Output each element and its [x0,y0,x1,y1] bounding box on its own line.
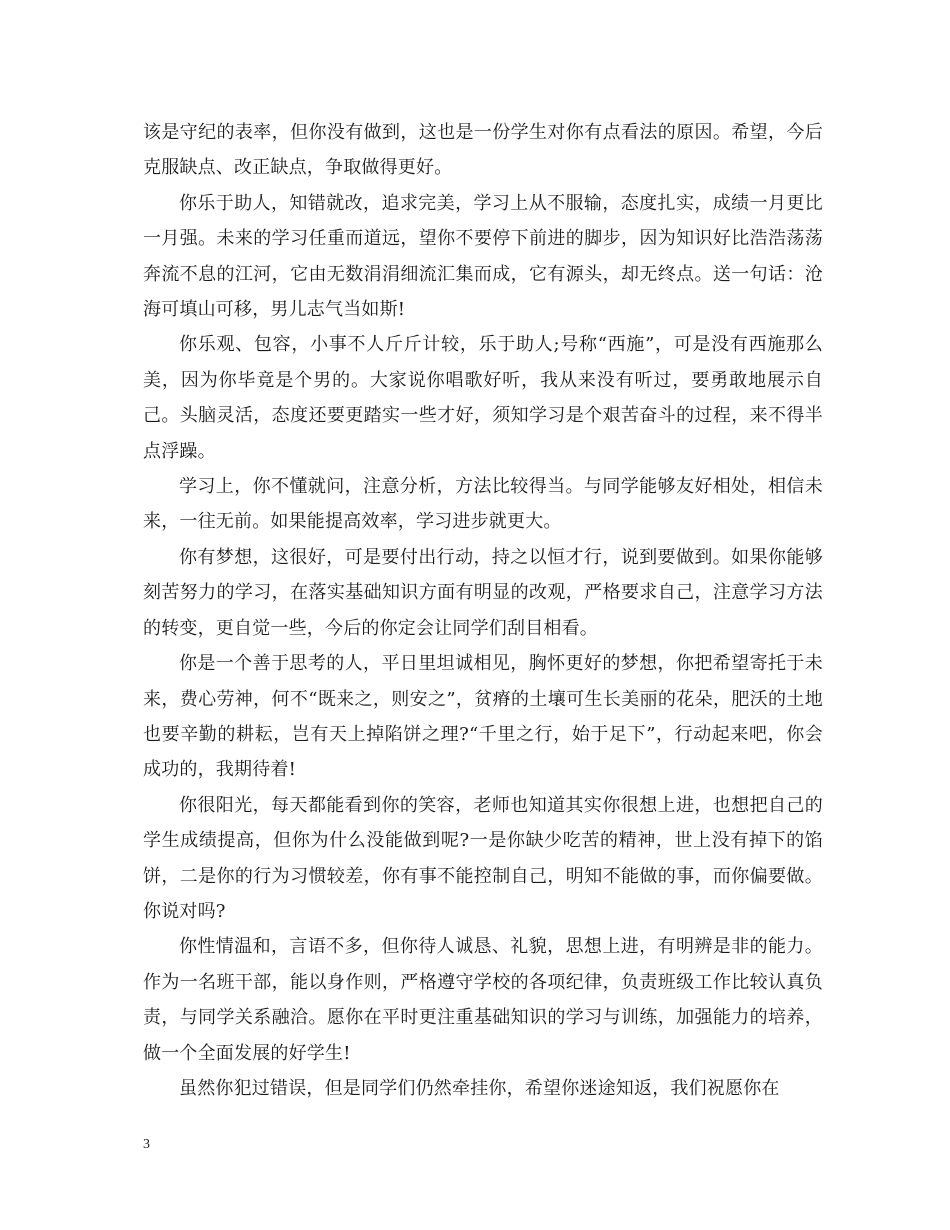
paragraph-8: 你性情温和，言语不多，但你待人诚恳、礼貌，思想上进，有明辨是非的能力。作为一名班干部，能以身作则，严格遵守学校的各项纪律，负责班级工作比较认真负责，与同学关系融洽。愿你在平时更注重基础知识的学习与训练，加强能力的培养，做一个全面发展的好学生! [143,936,823,1064]
document-body [143,115,823,1106]
paragraph-2: 你乐于助人，知错就改，追求完美，学习上从不服输，态度扎实，成绩一月更比一月强。未来的学习任重而道远，望你不要停下前进的脚步，因为知识好比浩浩荡荡奔流不息的江河，它由无数涓涓细流汇集而成，它有源头，却无终点。送一句话：沧海可填山可移，男儿志气当如斯! [143,192,823,321]
page-number: 3 [143,1137,150,1152]
paragraph-5: 你有梦想，这很好，可是要付出行动，持之以恒才行，说到要做到。如果你能够刻苦努力的学习，在落实基础知识方面有明显的改观，严格要求自己，注意学习方法的转变，更自觉一些，今后的你定会让同学们刮目相看。 [143,546,823,639]
paragraph-9: 虽然你犯过错误，但是同学们仍然牵挂你，希望你迷途知返，我们祝愿你在 [179,1077,780,1099]
paragraph-1: 该是守纪的表率，但你没有做到，这也是一份学生对你有点看法的原因。希望，今后克服缺点、改正缺点，争取做得更好。 [143,122,823,179]
paragraph-4: 学习上，你不懂就问，注意分析，方法比较得当。与同学能够友好相处，相信未来，一往无前。如果能提高效率，学习进步就更大。 [143,476,823,533]
paragraph-7: 你很阳光，每天都能看到你的笑容，老师也知道其实你很想上进，也想把自己的学生成绩提高，但你为什么没能做到呢?一是你缺少吃苦的精神，世上没有掉下的馅饼，二是你的行为习惯较差，你有事不能控制自己，明知不能做的事，而你偏要做。你说对吗? [143,794,823,922]
paragraph-3: 你乐观、包容，小事不人斤斤计较，乐于助人;号称“西施”，可是没有西施那么美，因为你毕竟是个男的。大家说你唱歌好听，我从来没有听过，要勇敢地展示自己。头脑灵活，态度还要更踏实一些才好，须知学习是个艰苦奋斗的过程，来不得半点浮躁。 [143,334,823,462]
paragraph-6: 你是一个善于思考的人，平日里坦诚相见，胸怀更好的梦想，你把希望寄托于未来，费心劳神，何不“既来之，则安之”，贫瘠的土壤可生长美丽的花朵，肥沃的土地也要辛勤的耕耘，岂有天上掉陷饼之理?“千里之行，始于足下”，行动起来吧，你会成功的，我期待着! [143,653,823,781]
